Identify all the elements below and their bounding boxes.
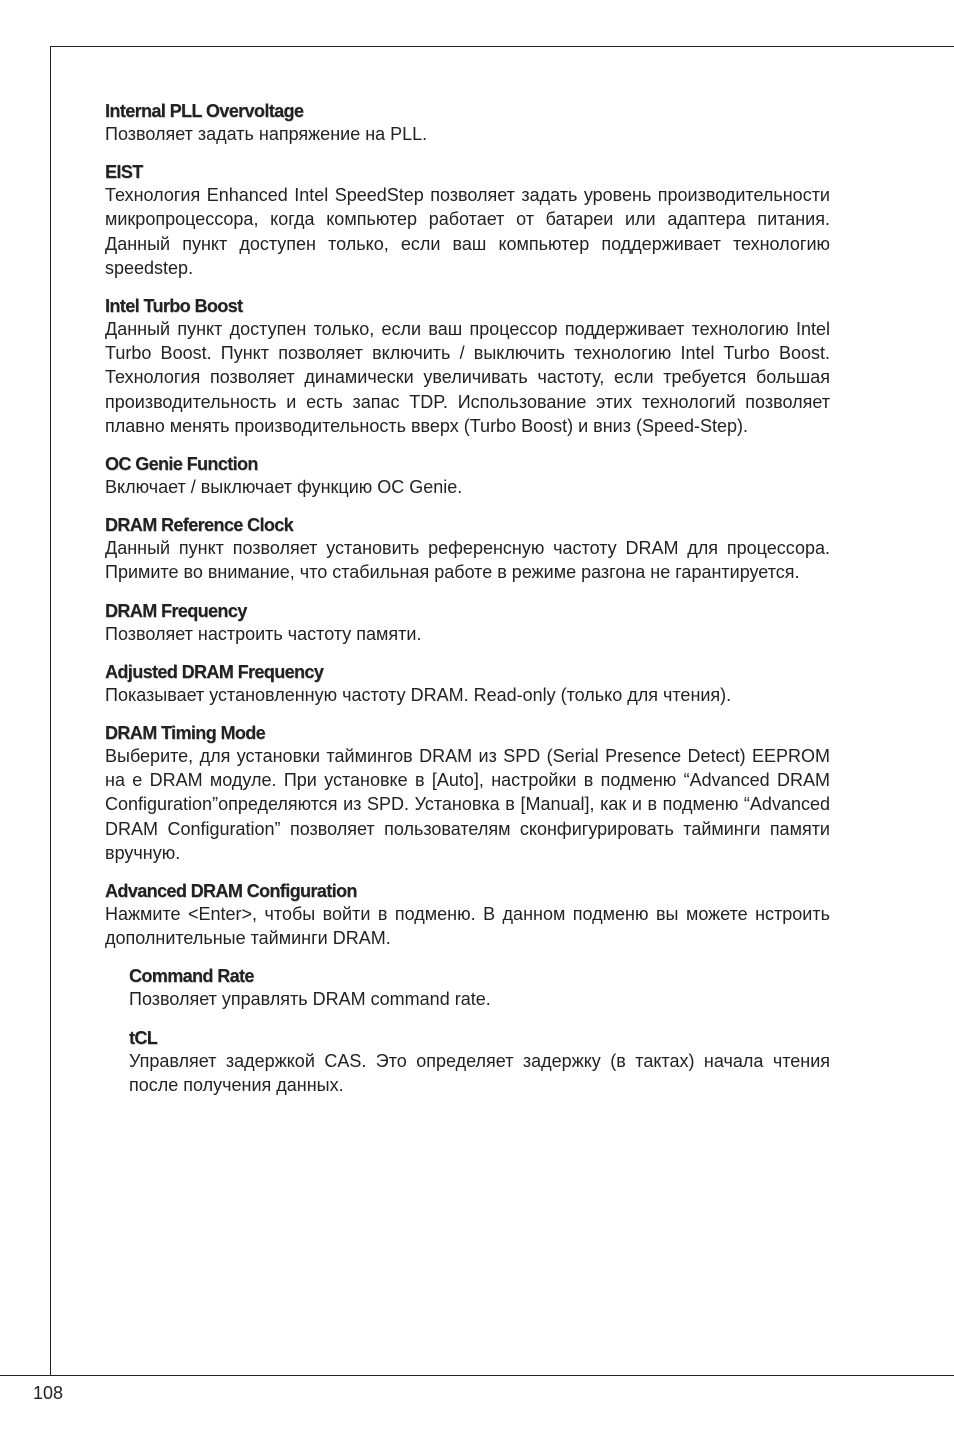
section-text: Включает / выключает функцию OC Genie. bbox=[105, 477, 463, 498]
page-frame-bottom-rule bbox=[0, 1375, 954, 1376]
section-text: Нажмите <Enter>, чтобы войти в подменю. В данном подменю вы можете нстроить дополнительные тайминги DRAM. bbox=[105, 904, 830, 949]
section-heading: Internal PLL Overvoltage bbox=[105, 101, 304, 121]
page-number: 108 bbox=[33, 1383, 64, 1403]
section-dram-timing-mode bbox=[105, 722, 830, 865]
document-body bbox=[105, 100, 830, 1112]
section-advanced-dram-configuration bbox=[105, 880, 830, 950]
section-text: Позволяет настроить частоту памяти. bbox=[105, 623, 422, 644]
section-text: Позволяет задать напряжение на PLL. bbox=[105, 124, 428, 144]
section-eist bbox=[105, 161, 830, 280]
section-adjusted-dram-frequency bbox=[105, 661, 830, 707]
section-heading: tCL bbox=[129, 1027, 158, 1048]
section-text: Управляет задержкой CAS. Это определяет задержку (в тактах) начала чтения после получения данных. bbox=[129, 1050, 830, 1095]
page-frame-top-rule bbox=[50, 46, 954, 47]
section-heading: Adjusted DRAM Frequency bbox=[105, 661, 324, 682]
section-heading: OC Genie Function bbox=[105, 454, 258, 475]
section-heading: DRAM Reference Clock bbox=[105, 515, 294, 536]
section-text: Показывает установленную частоту DRAM. Read-only (только для чтения). bbox=[105, 684, 732, 705]
section-internal-pll-overvoltage bbox=[105, 100, 830, 146]
section-text: Выберите, для установки таймингов DRAM из SPD (Serial Presence Detect) EEPROM на е DRAM модуле. При установке в [Auto], настройки в подменю “Advanced DRAM Configuration”определяются из SPD. Установка в [Manual], как и в подменю “Advanced DRAM Configuration” позволяет пользователям сконфигурировать тайминги памяти вручную. bbox=[105, 746, 830, 863]
section-text: Позволяет управлять DRAM command rate. bbox=[129, 989, 491, 1010]
section-heading: Advanced DRAM Configuration bbox=[105, 881, 357, 902]
section-oc-genie-function bbox=[105, 453, 830, 499]
section-text: Данный пункт позволяет установить референсную частоту DRAM для процессора. Примите во внимание, что стабильная работе в режиме разгона не гарантируется. bbox=[105, 538, 830, 583]
section-heading: DRAM Timing Mode bbox=[105, 723, 266, 744]
section-heading: DRAM Frequency bbox=[105, 600, 247, 621]
section-heading: Command Rate bbox=[129, 966, 254, 987]
section-dram-frequency bbox=[105, 600, 830, 646]
page-frame-left-rule bbox=[50, 46, 51, 1376]
section-intel-turbo-boost bbox=[105, 295, 830, 438]
section-heading: Intel Turbo Boost bbox=[105, 296, 243, 317]
subsection-command-rate bbox=[129, 965, 830, 1011]
section-text: Данный пункт доступен только, если ваш процессор поддерживает технологию Intel Turbo Boost. Пункт позволяет включить / выключить технологию Intel Turbo Boost. Технология позволяет динамически увеличивать частоту, если требуется большая производительность и есть запас TDP. Использование этих технологий позволяет плавно менять производительность вверх (Turbo Boost) и вниз (Speed-Step). bbox=[105, 319, 830, 436]
section-text: Технология Enhanced Intel SpeedStep позволяет задать уровень производительности микропроцессора, когда компьютер работает от батареи или адаптера питания. Данный пункт доступен только, если ваш компьютер поддерживает технологию speedstep. bbox=[105, 185, 830, 278]
section-dram-reference-clock bbox=[105, 514, 830, 584]
section-heading: EIST bbox=[105, 162, 143, 183]
subsection-tcl bbox=[129, 1027, 830, 1097]
